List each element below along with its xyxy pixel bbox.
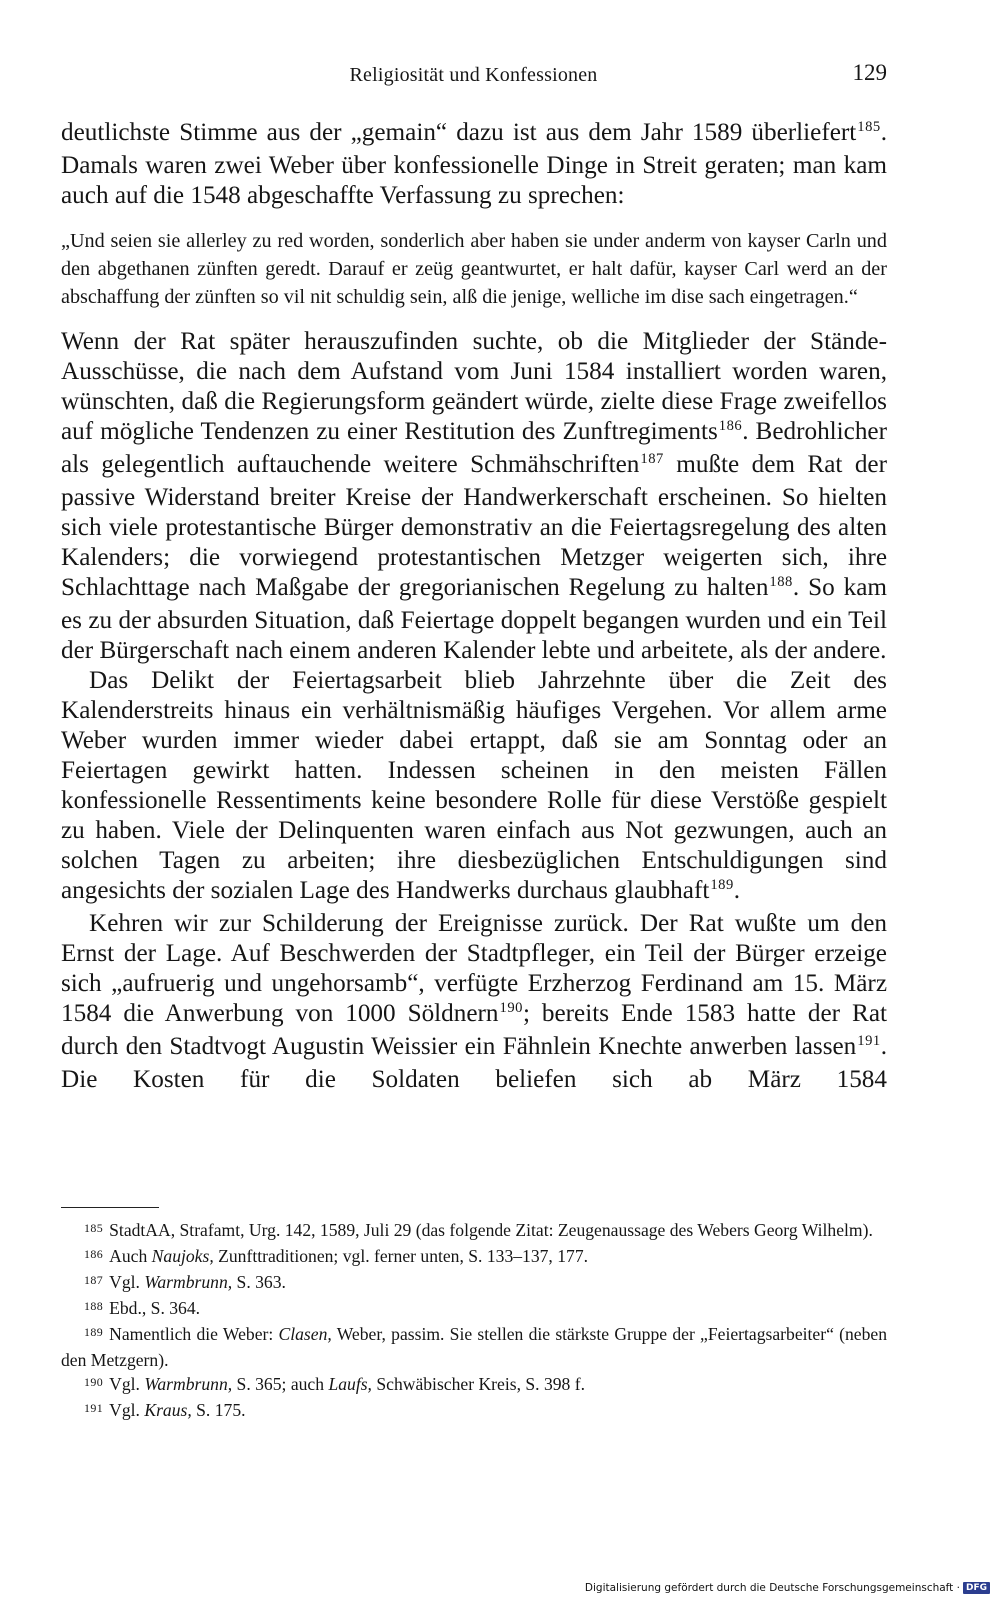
- paragraph: [61, 118, 887, 211]
- footnote-separator: [61, 1207, 159, 1208]
- text-run: ; bereits Ende 1583 hatte der Rat durch den Stadtvogt Augustin Weissier ein Fähnlein Knechte anwerben lassen: [61, 1000, 887, 1060]
- text-run: Das Delikt der Feiertagsarbeit blieb Jahrzehnte über die Zeit des Kalenderstreits hinaus ein verhältnismäßig häufiges Vergehen. Vor allem arme Weber wurden immer wieder dabei ertappt, daß sie am Sonntag oder an Feiertagen gewirkt hatten. Indessen scheinen in den meisten Fällen konfessionelle Ressentiments keine besondere Rolle für diese Verstöße gespielt zu haben. Viele der Delinquenten waren einfach aus Not gezwungen, auch an solchen Tagen zu arbeiten; ihre diesbezüglichen Entschuldigungen sind angesichts der sozialen Lage des Handwerks durchaus glaubhaft: [61, 667, 887, 904]
- footnote-ref[interactable]: 189: [710, 876, 734, 893]
- footnote-number: 187: [84, 1272, 104, 1287]
- footnote-number: 186: [84, 1246, 104, 1261]
- author-name: Laufs,: [328, 1374, 372, 1394]
- footnote-text: Namentlich die Weber:: [109, 1324, 279, 1344]
- text-run: Wenn der Rat später herauszufinden suchte, ob die Mitglieder der Stände-Ausschüsse, die nach dem Aufstand vom Juni 1584 installiert worden waren, wünschten, daß die Regierungsform geändert würde, zielte diese Frage zweifellos auf mögliche Tendenzen zu einer Restitution des Zunftregiments: [61, 328, 887, 445]
- footnote-ref[interactable]: 185: [857, 118, 881, 135]
- footnote-text: Auch: [109, 1246, 152, 1266]
- footnote-text: Vgl.: [109, 1374, 145, 1394]
- footnote: [61, 1218, 887, 1244]
- paragraph: [61, 666, 887, 909]
- text-run: . Damals waren zwei Weber über konfessionelle Dinge in Streit geraten; man kam auch auf die 1548 abgeschaffte Verfassung zu sprechen:: [61, 119, 887, 209]
- footnote: [61, 1372, 887, 1398]
- footnote-number: 188: [84, 1298, 104, 1313]
- text-run: Kehren wir zur Schilderung der Ereignisse zurück. Der Rat wußte um den Ernst der Lage. Auf Beschwerden der Stadtpfleger, ein Teil der Bürger erzeige sich „aufruerig und ungehorsamb“, verfügte Erzherzog Ferdinand am 15. März 1584 die Anwerbung von 1000 Söldnern: [61, 910, 887, 1027]
- paragraph: [61, 909, 887, 1095]
- footnote-text: S. 363.: [232, 1272, 286, 1292]
- footnote-ref[interactable]: 186: [718, 417, 743, 434]
- footnote: [61, 1270, 887, 1296]
- text-run: .: [733, 877, 741, 904]
- footnote-ref[interactable]: 187: [640, 450, 664, 467]
- text-run: . Die Kosten für die Soldaten beliefen sich ab März 1584: [61, 1033, 887, 1093]
- author-name: Clasen,: [278, 1324, 332, 1344]
- footnote-number: 190: [84, 1374, 104, 1389]
- credit-text: Digitalisierung gefördert durch die Deutsche Forschungsgemeinschaft ·: [584, 1582, 960, 1594]
- page-number: 129: [852, 60, 887, 85]
- main-text: [61, 118, 887, 1095]
- footnote: [61, 1398, 887, 1424]
- text-run: . Bedrohlicher als gelegentlich auftauchende weitere Schmähschriften: [61, 418, 887, 478]
- dfg-logo-icon[interactable]: DFG: [963, 1582, 990, 1594]
- footnote-text: Schwäbischer Kreis, S. 398 f.: [371, 1374, 585, 1394]
- digitization-credit: [585, 1582, 990, 1594]
- text-run: . So kam es zu der absurden Situation, daß Feiertage doppelt begangen wurden und ein Teil der Bürgerschaft nach einem anderen Kalender lebte und arbeitete, als der andere.: [61, 574, 887, 664]
- author-name: Naujoks,: [151, 1246, 214, 1266]
- author-name: Warmbrunn,: [144, 1374, 233, 1394]
- author-name: Warmbrunn,: [144, 1272, 233, 1292]
- footnote-text: StadtAA, Strafamt, Urg. 142, 1589, Juli 29 (das folgende Zitat: Zeugenaussage des Webers Georg Wilhelm).: [109, 1220, 873, 1240]
- footnotes: [61, 1218, 887, 1424]
- running-head: [60, 60, 887, 94]
- text-run: deutlichste Stimme aus der „gemain“ dazu ist aus dem Jahr 1589 überliefert: [61, 119, 857, 146]
- footnote-text: Vgl.: [109, 1400, 145, 1420]
- footnote-text: Ebd., S. 364.: [109, 1298, 201, 1318]
- footnote-text: Weber, passim. Sie stellen die stärkste Gruppe der „Feiertagsarbeiter“ (neben den Metzgern).: [61, 1324, 887, 1370]
- block-quote: „Und seien sie allerley zu red worden, sonderlich aber haben sie under anderm von kayser Carln und den abgethanen zünften geredt. Darauf er zeüg geantwurtet, er halt dafür, kayser Carl werd an der abschaffung der zünften so vil nit schuldig sein, alß die jenige, welliche im dise sach eingetragen.“: [61, 230, 887, 308]
- footnote: [61, 1322, 887, 1372]
- footnote-ref[interactable]: 190: [499, 999, 523, 1016]
- footnote-ref[interactable]: 188: [769, 573, 793, 590]
- footnote-number: 185: [84, 1220, 104, 1235]
- text-run: mußte dem Rat der passive Widerstand breiter Kreise der Handwerkerschaft erscheinen. So hielten sich viele protestantische Bürger demonstrativ an die Feiertagsregelung des alten Kalenders; die vorwiegend protestantischen Metzger weigerten sich, ihre Schlachttage nach Maßgabe der gregorianischen Regelung zu halten: [61, 451, 887, 601]
- running-title: Religiosität und Konfessionen: [349, 64, 598, 86]
- footnote-number: 189: [84, 1324, 104, 1339]
- author-name: Kraus,: [144, 1400, 192, 1420]
- footnote-text: Zunfttraditionen; vgl. ferner unten, S. 133–137, 177.: [213, 1246, 589, 1266]
- footnote-number: 191: [84, 1400, 104, 1415]
- footnote: [61, 1244, 887, 1270]
- footnote-text: S. 365; auch: [232, 1374, 329, 1394]
- footnote-text: Vgl.: [109, 1272, 145, 1292]
- paragraph: [61, 327, 887, 666]
- footnote-text: S. 175.: [191, 1400, 246, 1420]
- footnote-ref[interactable]: 191: [857, 1032, 881, 1049]
- footnote: [61, 1296, 887, 1322]
